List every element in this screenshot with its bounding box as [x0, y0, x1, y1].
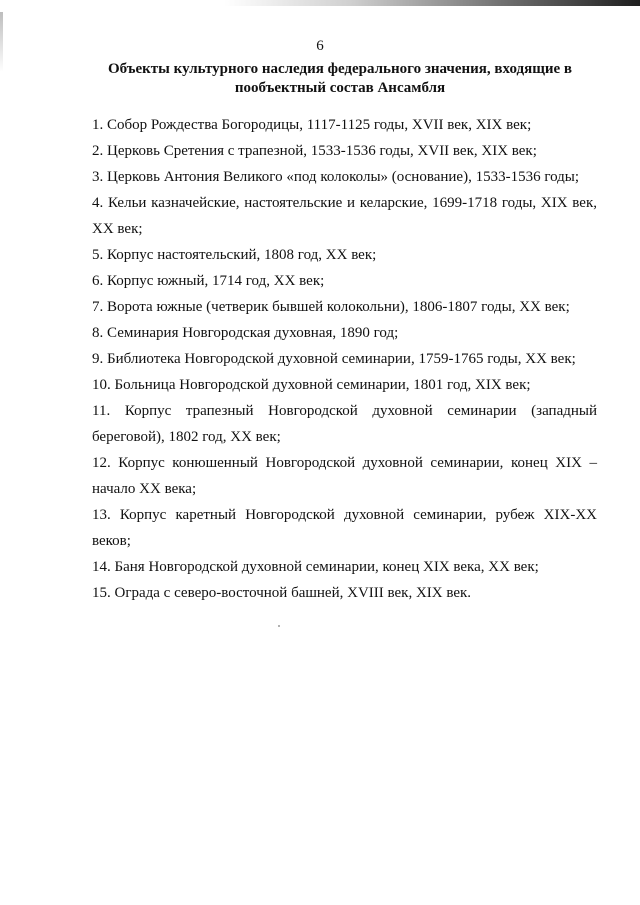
- list-item: 15. Ограда с северо-восточной башней, XVIII век, XIX век.: [92, 585, 472, 601]
- list-item: 8. Семинария Новгородская духовная, 1890 год;: [92, 325, 399, 341]
- list-item: 4. Кельи казначейские, настоятельские и келарские, 1699-1718 годы, XIX век, XX век;: [92, 195, 597, 237]
- list-item: 1. Собор Рождества Богородицы, 1117-1125 годы, XVII век, XIX век;: [92, 117, 532, 133]
- list-item: 6. Корпус южный, 1714 год, XX век;: [92, 273, 325, 289]
- list-item: 5. Корпус настоятельский, 1808 год, XX век;: [92, 247, 377, 263]
- list-item: 2. Церковь Сретения с трапезной, 1533-1536 годы, XVII век, XIX век;: [92, 143, 537, 159]
- list-item: 10. Больница Новгородской духовной семинарии, 1801 год, XIX век;: [92, 377, 531, 393]
- scan-speck: [278, 625, 280, 627]
- scan-edge-shadow: [0, 0, 640, 6]
- list-item: 13. Корпус каретный Новгородской духовной семинарии, рубеж XIX-XX веков;: [92, 507, 597, 549]
- document-title: Объекты культурного наследия федерального значения, входящие в пообъектный состав Ансамбля: [107, 61, 573, 96]
- list-item: 7. Ворота южные (четверик бывшей колокольни), 1806-1807 годы, XX век;: [92, 299, 570, 315]
- list-item: 3. Церковь Антония Великого «под колоколы» (основание), 1533-1536 годы;: [92, 169, 580, 185]
- page-number: 6: [316, 38, 324, 54]
- heritage-objects-list: [92, 112, 597, 606]
- list-item: 12. Корпус конюшенный Новгородской духовной семинарии, конец XIX – начало XX века;: [92, 455, 597, 497]
- list-item: 11. Корпус трапезный Новгородской духовной семинарии (западный береговой), 1802 год, XX век;: [92, 403, 597, 445]
- list-item: 14. Баня Новгородской духовной семинарии, конец XIX века, XX век;: [92, 559, 539, 575]
- list-item: 9. Библиотека Новгородской духовной семинарии, 1759-1765 годы, XX век;: [92, 351, 576, 367]
